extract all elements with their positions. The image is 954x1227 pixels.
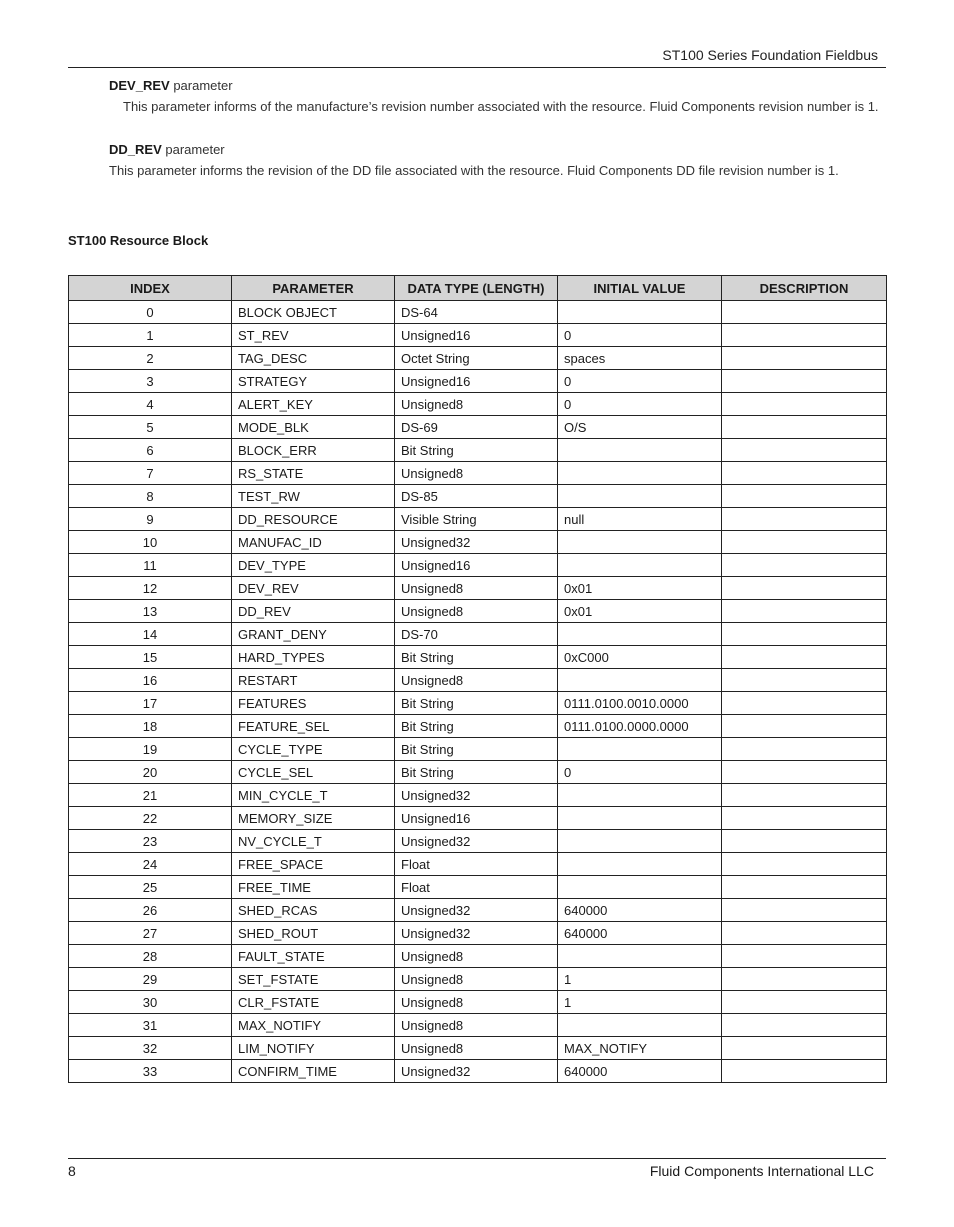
cell-data-type: Unsigned32 [395, 784, 558, 807]
cell-parameter: FREE_TIME [232, 876, 395, 899]
cell-index: 14 [69, 623, 232, 646]
cell-index: 4 [69, 393, 232, 416]
cell-parameter: MEMORY_SIZE [232, 807, 395, 830]
cell-parameter: BLOCK_ERR [232, 439, 395, 462]
cell-data-type: DS-70 [395, 623, 558, 646]
cell-data-type: Unsigned32 [395, 1060, 558, 1083]
cell-initial-value: MAX_NOTIFY [558, 1037, 722, 1060]
dd-rev-heading [109, 142, 889, 158]
cell-index: 21 [69, 784, 232, 807]
cell-initial-value [558, 439, 722, 462]
table-row [69, 1014, 887, 1037]
cell-index: 32 [69, 1037, 232, 1060]
cell-parameter: NV_CYCLE_T [232, 830, 395, 853]
table-row [69, 370, 887, 393]
header-description: DESCRIPTION [722, 276, 887, 301]
cell-description [722, 577, 887, 600]
cell-data-type: Float [395, 876, 558, 899]
dev-rev-section [109, 78, 889, 116]
cell-initial-value: 0x01 [558, 577, 722, 600]
cell-index: 26 [69, 899, 232, 922]
cell-parameter: FEATURES [232, 692, 395, 715]
cell-description [722, 876, 887, 899]
cell-index: 10 [69, 531, 232, 554]
cell-initial-value [558, 853, 722, 876]
cell-initial-value [558, 738, 722, 761]
cell-initial-value [558, 1014, 722, 1037]
cell-initial-value: 0111.0100.0000.0000 [558, 715, 722, 738]
cell-parameter: FEATURE_SEL [232, 715, 395, 738]
cell-description [722, 324, 887, 347]
cell-description [722, 715, 887, 738]
dev-rev-heading [109, 78, 889, 94]
cell-description [722, 968, 887, 991]
cell-index: 28 [69, 945, 232, 968]
table-row [69, 830, 887, 853]
cell-description [722, 853, 887, 876]
table-row [69, 439, 887, 462]
cell-parameter: ALERT_KEY [232, 393, 395, 416]
table-row [69, 807, 887, 830]
cell-description [722, 439, 887, 462]
cell-data-type: Bit String [395, 692, 558, 715]
cell-parameter: CYCLE_TYPE [232, 738, 395, 761]
table-row [69, 301, 887, 324]
cell-initial-value [558, 830, 722, 853]
header-title: ST100 Series Foundation Fieldbus [662, 47, 878, 63]
cell-index: 27 [69, 922, 232, 945]
cell-index: 22 [69, 807, 232, 830]
cell-index: 9 [69, 508, 232, 531]
cell-index: 30 [69, 991, 232, 1014]
cell-index: 24 [69, 853, 232, 876]
table-row [69, 347, 887, 370]
cell-parameter: MANUFAC_ID [232, 531, 395, 554]
table-row [69, 853, 887, 876]
cell-data-type: Unsigned8 [395, 1014, 558, 1037]
dev-rev-name: DEV_REV [109, 78, 170, 93]
cell-data-type: Unsigned8 [395, 577, 558, 600]
cell-data-type: Unsigned16 [395, 370, 558, 393]
cell-data-type: DS-64 [395, 301, 558, 324]
cell-data-type: Unsigned8 [395, 600, 558, 623]
cell-parameter: FREE_SPACE [232, 853, 395, 876]
cell-data-type: Unsigned8 [395, 945, 558, 968]
cell-initial-value: 640000 [558, 922, 722, 945]
table-row [69, 1060, 887, 1083]
cell-description [722, 393, 887, 416]
table-row [69, 462, 887, 485]
cell-initial-value: 0 [558, 393, 722, 416]
table-row [69, 646, 887, 669]
cell-initial-value [558, 531, 722, 554]
cell-data-type: Float [395, 853, 558, 876]
cell-initial-value: 1 [558, 991, 722, 1014]
dd-rev-name: DD_REV [109, 142, 162, 157]
page-number: 8 [68, 1163, 76, 1179]
cell-description [722, 1037, 887, 1060]
cell-parameter: SET_FSTATE [232, 968, 395, 991]
cell-parameter: MODE_BLK [232, 416, 395, 439]
cell-data-type: Unsigned16 [395, 807, 558, 830]
cell-parameter: MAX_NOTIFY [232, 1014, 395, 1037]
cell-parameter: LIM_NOTIFY [232, 1037, 395, 1060]
cell-description [722, 508, 887, 531]
cell-initial-value: 640000 [558, 899, 722, 922]
cell-index: 7 [69, 462, 232, 485]
table-row [69, 945, 887, 968]
table-row [69, 899, 887, 922]
cell-data-type: DS-69 [395, 416, 558, 439]
table-row [69, 876, 887, 899]
cell-index: 18 [69, 715, 232, 738]
cell-index: 33 [69, 1060, 232, 1083]
cell-index: 0 [69, 301, 232, 324]
cell-description [722, 623, 887, 646]
table-row [69, 968, 887, 991]
cell-description [722, 600, 887, 623]
table-row [69, 692, 887, 715]
cell-description [722, 301, 887, 324]
cell-parameter: TAG_DESC [232, 347, 395, 370]
cell-description [722, 899, 887, 922]
cell-description [722, 830, 887, 853]
footer-company: Fluid Components International LLC [649, 1163, 874, 1179]
cell-initial-value: 1 [558, 968, 722, 991]
cell-parameter: GRANT_DENY [232, 623, 395, 646]
cell-parameter: CONFIRM_TIME [232, 1060, 395, 1083]
cell-index: 13 [69, 600, 232, 623]
cell-parameter: SHED_RCAS [232, 899, 395, 922]
cell-index: 31 [69, 1014, 232, 1037]
cell-data-type: Bit String [395, 715, 558, 738]
cell-data-type: Visible String [395, 508, 558, 531]
cell-description [722, 416, 887, 439]
cell-description [722, 347, 887, 370]
cell-description [722, 922, 887, 945]
cell-description [722, 462, 887, 485]
dev-rev-description: This parameter informs of the manufacture’s revision number associated with the resource. Fluid Components revision number is 1. [123, 99, 879, 114]
cell-description [722, 945, 887, 968]
cell-data-type: Unsigned8 [395, 393, 558, 416]
cell-description [722, 485, 887, 508]
table-row [69, 393, 887, 416]
cell-parameter: STRATEGY [232, 370, 395, 393]
cell-initial-value: 0111.0100.0010.0000 [558, 692, 722, 715]
dd-rev-description: This parameter informs the revision of the DD file associated with the resource. Fluid Components DD file revision number is 1. [109, 163, 839, 178]
table-header-row [69, 276, 887, 301]
table-row [69, 715, 887, 738]
section-title: ST100 Resource Block [68, 233, 209, 248]
dev-rev-parameter-word: parameter [173, 78, 233, 93]
cell-data-type: Unsigned32 [395, 531, 558, 554]
cell-data-type: DS-85 [395, 485, 558, 508]
cell-initial-value: 0x01 [558, 600, 722, 623]
cell-initial-value: 0 [558, 324, 722, 347]
table-row [69, 623, 887, 646]
cell-index: 17 [69, 692, 232, 715]
cell-initial-value: spaces [558, 347, 722, 370]
cell-data-type: Unsigned8 [395, 462, 558, 485]
cell-initial-value [558, 485, 722, 508]
cell-data-type: Unsigned8 [395, 1037, 558, 1060]
cell-initial-value [558, 784, 722, 807]
cell-parameter: FAULT_STATE [232, 945, 395, 968]
cell-initial-value: null [558, 508, 722, 531]
cell-data-type: Unsigned8 [395, 968, 558, 991]
footer-rule [68, 1158, 886, 1159]
cell-data-type: Unsigned32 [395, 899, 558, 922]
cell-index: 25 [69, 876, 232, 899]
cell-index: 16 [69, 669, 232, 692]
cell-parameter: DD_REV [232, 600, 395, 623]
table-row [69, 669, 887, 692]
table-row [69, 922, 887, 945]
cell-parameter: DD_RESOURCE [232, 508, 395, 531]
cell-index: 2 [69, 347, 232, 370]
cell-data-type: Unsigned32 [395, 922, 558, 945]
cell-parameter: MIN_CYCLE_T [232, 784, 395, 807]
table-row [69, 738, 887, 761]
resource-block-table [68, 275, 887, 1083]
table-row [69, 531, 887, 554]
header-rule [68, 67, 886, 68]
cell-parameter: TEST_RW [232, 485, 395, 508]
cell-index: 29 [69, 968, 232, 991]
table-row [69, 784, 887, 807]
cell-data-type: Bit String [395, 439, 558, 462]
cell-initial-value [558, 669, 722, 692]
cell-index: 8 [69, 485, 232, 508]
table-row [69, 1037, 887, 1060]
cell-data-type: Bit String [395, 738, 558, 761]
cell-data-type: Unsigned16 [395, 324, 558, 347]
table-row [69, 577, 887, 600]
header-index: INDEX [69, 276, 232, 301]
cell-data-type: Bit String [395, 761, 558, 784]
dd-rev-parameter-word: parameter [165, 142, 225, 157]
header-data-type: DATA TYPE (LENGTH) [395, 276, 558, 301]
cell-initial-value [558, 301, 722, 324]
cell-index: 5 [69, 416, 232, 439]
cell-parameter: RS_STATE [232, 462, 395, 485]
cell-initial-value: 640000 [558, 1060, 722, 1083]
cell-parameter: BLOCK OBJECT [232, 301, 395, 324]
table-row [69, 761, 887, 784]
cell-description [722, 991, 887, 1014]
cell-initial-value [558, 554, 722, 577]
cell-index: 20 [69, 761, 232, 784]
cell-description [722, 784, 887, 807]
cell-description [722, 738, 887, 761]
cell-parameter: CLR_FSTATE [232, 991, 395, 1014]
table-row [69, 554, 887, 577]
cell-description [722, 370, 887, 393]
cell-description [722, 646, 887, 669]
cell-index: 3 [69, 370, 232, 393]
cell-index: 11 [69, 554, 232, 577]
cell-parameter: HARD_TYPES [232, 646, 395, 669]
cell-initial-value [558, 807, 722, 830]
cell-description [722, 669, 887, 692]
cell-data-type: Unsigned8 [395, 991, 558, 1014]
table-row [69, 508, 887, 531]
cell-initial-value [558, 876, 722, 899]
cell-parameter: DEV_TYPE [232, 554, 395, 577]
cell-initial-value [558, 623, 722, 646]
cell-initial-value: 0 [558, 370, 722, 393]
cell-parameter: RESTART [232, 669, 395, 692]
dd-rev-section [109, 142, 889, 180]
header-initial-value: INITIAL VALUE [558, 276, 722, 301]
cell-description [722, 761, 887, 784]
cell-index: 1 [69, 324, 232, 347]
cell-data-type: Unsigned16 [395, 554, 558, 577]
cell-initial-value: 0 [558, 761, 722, 784]
table-row [69, 324, 887, 347]
cell-data-type: Unsigned32 [395, 830, 558, 853]
cell-description [722, 1014, 887, 1037]
cell-initial-value: O/S [558, 416, 722, 439]
cell-description [722, 531, 887, 554]
cell-data-type: Octet String [395, 347, 558, 370]
header-parameter: PARAMETER [232, 276, 395, 301]
cell-data-type: Unsigned8 [395, 669, 558, 692]
cell-description [722, 554, 887, 577]
table-row [69, 991, 887, 1014]
cell-index: 19 [69, 738, 232, 761]
cell-parameter: SHED_ROUT [232, 922, 395, 945]
cell-description [722, 692, 887, 715]
cell-parameter: ST_REV [232, 324, 395, 347]
table-row [69, 485, 887, 508]
cell-initial-value [558, 945, 722, 968]
cell-description [722, 1060, 887, 1083]
cell-initial-value [558, 462, 722, 485]
cell-data-type: Bit String [395, 646, 558, 669]
cell-initial-value: 0xC000 [558, 646, 722, 669]
cell-index: 15 [69, 646, 232, 669]
table-row [69, 600, 887, 623]
cell-index: 23 [69, 830, 232, 853]
cell-index: 6 [69, 439, 232, 462]
cell-index: 12 [69, 577, 232, 600]
cell-description [722, 807, 887, 830]
cell-parameter: DEV_REV [232, 577, 395, 600]
table-row [69, 416, 887, 439]
cell-parameter: CYCLE_SEL [232, 761, 395, 784]
